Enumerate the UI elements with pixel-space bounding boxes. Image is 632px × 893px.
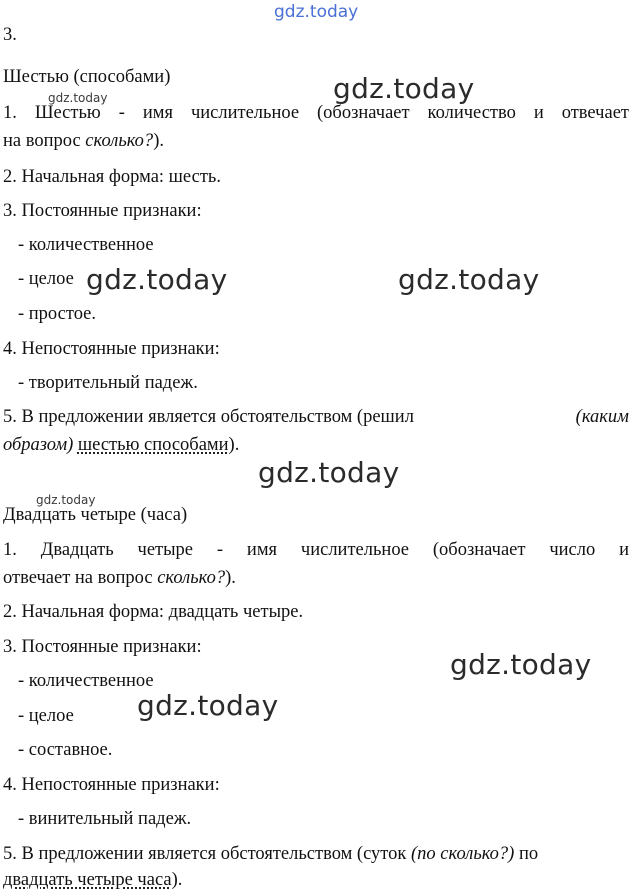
- watermark: gdz.today: [398, 263, 540, 296]
- text: ).: [171, 870, 183, 890]
- list-item: - винительный падеж.: [18, 809, 192, 829]
- item-4-title: 4. Непостоянные признаки:: [3, 339, 220, 359]
- text: ).: [228, 435, 240, 455]
- item-5-line-1: [3, 406, 629, 428]
- item-1-line-1: 1. Шестью - имя числительное (обозначает количество и отвечает: [3, 103, 629, 123]
- text: ).: [153, 131, 164, 151]
- question-text: (каким: [575, 407, 629, 427]
- item-1-line-2: [3, 130, 164, 152]
- item-5-line-2: [3, 869, 182, 891]
- question-text: образом): [3, 435, 74, 455]
- list-item: - количественное: [18, 671, 154, 691]
- underlined-phrase: шестью способами: [77, 435, 229, 455]
- item-2: 2. Начальная форма: шесть.: [3, 167, 221, 187]
- text: 5. В предложении является обстоятельством (суток: [3, 844, 412, 864]
- watermark: gdz.today: [333, 72, 475, 105]
- text: на вопрос: [3, 131, 86, 151]
- watermark: gdz.today: [450, 648, 592, 681]
- watermark: gdz.today: [258, 456, 400, 489]
- question-text: сколько?: [157, 568, 226, 588]
- section-title: Двадцать четыре (часа): [3, 505, 188, 525]
- list-item: - составное.: [18, 740, 113, 760]
- watermark: gdz.today: [86, 263, 228, 296]
- watermark-small: gdz.today: [36, 493, 96, 507]
- item-3-title: 3. Постоянные признаки:: [3, 637, 202, 657]
- item-4-title: 4. Непостоянные признаки:: [3, 775, 220, 795]
- list-item: - количественное: [18, 235, 154, 255]
- question-text: сколько?: [85, 131, 154, 151]
- list-item: - творительный падеж.: [18, 373, 198, 393]
- item-1-line-1: 1. Двадцать четыре - имя числительное (обозначает число и: [3, 540, 629, 560]
- underlined-phrase: двадцать четыре часа: [3, 870, 172, 890]
- item-2: 2. Начальная форма: двадцать четыре.: [3, 602, 304, 622]
- watermark: gdz.today: [137, 689, 279, 722]
- text: 5. В предложении является обстоятельством (решил: [3, 407, 414, 427]
- text: отвечает на вопрос: [3, 568, 158, 588]
- item-5-line-1: [3, 843, 629, 865]
- watermark-top: gdz.today: [274, 2, 359, 22]
- question-text: (по сколько?): [411, 844, 515, 864]
- list-item: - простое.: [18, 304, 97, 324]
- section-title: Шестью (способами): [3, 67, 171, 87]
- text: по: [514, 844, 539, 864]
- task-number: 3.: [3, 25, 17, 45]
- list-item: - целое: [18, 269, 74, 289]
- list-item: - целое: [18, 706, 74, 726]
- item-3-title: 3. Постоянные признаки:: [3, 201, 202, 221]
- item-1-line-2: [3, 567, 236, 589]
- text: ).: [225, 568, 236, 588]
- item-5-line-2: [3, 434, 239, 456]
- watermark-small: gdz.today: [48, 91, 108, 105]
